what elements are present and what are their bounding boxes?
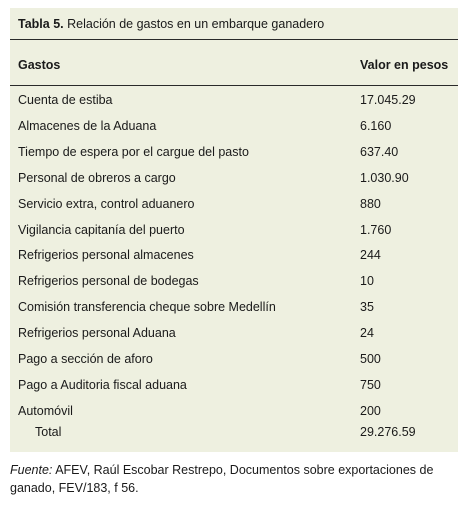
header-valor: Valor en pesos <box>360 58 449 72</box>
cell-gasto: Servicio extra, control aduanero <box>18 196 195 211</box>
table-row <box>10 92 458 118</box>
table-row <box>10 273 458 299</box>
cell-valor: 750 <box>360 377 381 392</box>
table-row <box>10 118 458 144</box>
table-row <box>10 144 458 170</box>
table-row <box>10 299 458 325</box>
table-row <box>10 222 458 248</box>
source-text: AFEV, Raúl Escobar Restrepo, Documentos sobre exportaciones de ganado, FEV/183, f 56. <box>10 463 434 495</box>
expenses-table <box>10 8 458 452</box>
cell-valor: 1.760 <box>360 222 392 237</box>
total-value: 29.276.59 <box>360 425 416 439</box>
total-row <box>10 424 458 450</box>
table-row <box>10 325 458 351</box>
table-row <box>10 351 458 377</box>
cell-gasto: Almacenes de la Aduana <box>18 118 157 133</box>
cell-valor: 500 <box>360 352 381 366</box>
caption-text: Relación de gastos en un embarque ganadero <box>67 17 325 31</box>
cell-valor: 244 <box>360 248 381 263</box>
table-caption <box>18 16 324 32</box>
cell-gasto: Refrigerios personal Aduana <box>18 326 176 341</box>
caption-label: Tabla 5. <box>18 17 64 31</box>
cell-valor: 17.045.29 <box>360 93 416 107</box>
table-row <box>10 247 458 273</box>
cell-gasto: Cuenta de estiba <box>18 93 113 107</box>
cell-gasto: Pago a sección de aforo <box>18 352 153 366</box>
cell-gasto: Vigilancia capitanía del puerto <box>18 222 185 237</box>
table-row <box>10 170 458 196</box>
header-gastos: Gastos <box>18 58 61 72</box>
cell-valor: 35 <box>360 300 374 315</box>
cell-valor: 880 <box>360 196 381 211</box>
cell-valor: 10 <box>360 274 374 289</box>
cell-gasto: Refrigerios personal de bodegas <box>18 274 199 289</box>
total-label: Total <box>35 425 62 439</box>
top-rule <box>10 39 458 40</box>
header-rule <box>10 85 458 86</box>
cell-valor: 637.40 <box>360 144 399 159</box>
table-row <box>10 377 458 403</box>
cell-gasto: Comisión transferencia cheque sobre Medellín <box>18 300 276 315</box>
cell-gasto: Pago a Auditoria fiscal aduana <box>18 377 187 392</box>
cell-gasto: Personal de obreros a cargo <box>18 170 176 185</box>
cell-gasto: Tiempo de espera por el cargue del pasto <box>18 144 249 159</box>
cell-valor: 1.030.90 <box>360 170 409 185</box>
cell-gasto: Automóvil <box>18 403 73 418</box>
cell-valor: 200 <box>360 403 381 418</box>
cell-valor: 24 <box>360 326 374 341</box>
table-row <box>10 196 458 222</box>
source-label: Fuente: <box>10 463 53 477</box>
cell-gasto: Refrigerios personal almacenes <box>18 248 194 263</box>
source-note <box>10 461 460 497</box>
cell-valor: 6.160 <box>360 118 392 133</box>
